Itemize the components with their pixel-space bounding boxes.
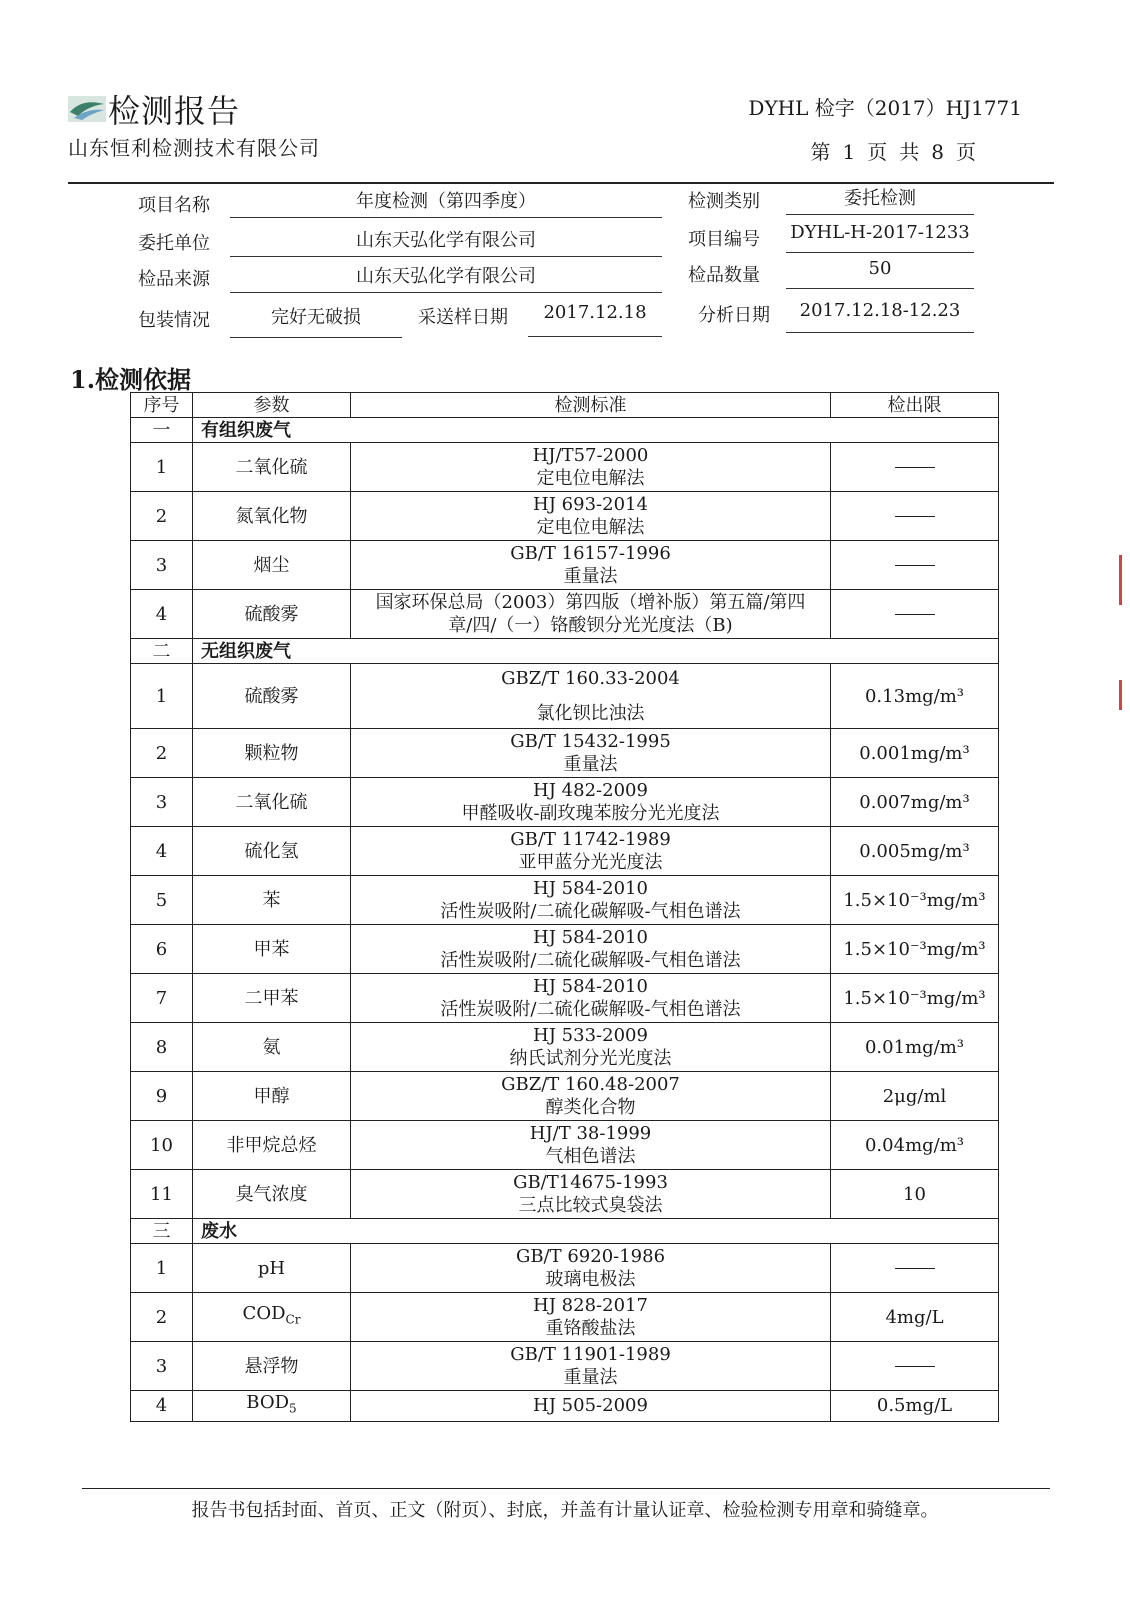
standard-code: HJ 584-2010: [533, 927, 648, 948]
row-param: 氨: [193, 1023, 351, 1072]
row-standard: [351, 729, 831, 778]
company-logo-icon: [68, 96, 106, 122]
page-indicator: [805, 136, 982, 165]
footer-note: 报告书包括封面、首页、正文（附页）、封底，并盖有计量认证章、检验检测专用章和骑缝章。: [191, 1500, 939, 1521]
row-no: 1: [131, 664, 193, 729]
row-standard: [351, 1072, 831, 1121]
section-group-row: [131, 418, 999, 443]
row-no: 2: [131, 729, 193, 778]
section-group-row: [131, 639, 999, 664]
row-limit: [831, 590, 999, 639]
method-name: 活性炭吸附/二硫化碳解吸-气相色谱法: [440, 999, 741, 1020]
method-name: 定电位电解法: [536, 517, 645, 538]
empty-dash: [895, 1268, 935, 1269]
table-row: [131, 1293, 999, 1342]
standard-code: GB/T 15432-1995: [510, 731, 671, 752]
report-code: DYHL 检字（2017）HJ1771: [748, 96, 1022, 120]
scan-mark: [1119, 555, 1122, 605]
row-standard: [351, 664, 831, 729]
empty-dash: [895, 467, 935, 468]
table-row: [131, 1072, 999, 1121]
row-param: 二氧化硫: [193, 443, 351, 492]
row-standard: [351, 778, 831, 827]
method-name: 气相色谱法: [545, 1146, 636, 1167]
analysis-date-label: 分析日期: [698, 305, 770, 326]
standard-code: HJ 584-2010: [533, 878, 648, 899]
test-basis-table: [130, 392, 999, 1422]
method-name: 甲醛吸收-副玫瑰苯胺分光光度法: [461, 803, 720, 824]
table-row: [131, 876, 999, 925]
row-limit: [831, 541, 999, 590]
packaging-value: 完好无破损: [230, 303, 402, 338]
row-no: 6: [131, 925, 193, 974]
row-no: 8: [131, 1023, 193, 1072]
project-no-value: DYHL-H-2017-1233: [786, 222, 974, 253]
standard-code: HJ 693-2014: [533, 494, 648, 515]
row-standard: [351, 1293, 831, 1342]
row-param: 硫酸雾: [193, 590, 351, 639]
row-param: 臭气浓度: [193, 1170, 351, 1219]
row-no: 2: [131, 1293, 193, 1342]
row-param: 悬浮物: [193, 1342, 351, 1391]
client-value: 山东天弘化学有限公司: [230, 226, 662, 257]
row-limit: 4mg/L: [831, 1293, 999, 1342]
section-title: 1.检测依据: [70, 365, 192, 394]
row-limit: 2μg/ml: [831, 1072, 999, 1121]
row-no: 9: [131, 1072, 193, 1121]
row-standard: [351, 876, 831, 925]
sample-count-value: 50: [786, 258, 974, 289]
row-standard: [351, 827, 831, 876]
report-title: [68, 86, 240, 132]
method-name: 亚甲蓝分光光度法: [518, 852, 663, 873]
col-limit-header: 检出限: [831, 393, 999, 418]
table-row: [131, 974, 999, 1023]
standard-code: HJ 584-2010: [533, 976, 648, 997]
row-param: 硫化氢: [193, 827, 351, 876]
table-row: [131, 1170, 999, 1219]
row-param: 非甲烷总烃: [193, 1121, 351, 1170]
project-name-label: 项目名称: [138, 195, 210, 216]
standard-code: GB/T14675-1993: [513, 1172, 668, 1193]
row-no: 5: [131, 876, 193, 925]
table-row: [131, 778, 999, 827]
page-suffix: 页: [956, 140, 976, 164]
group-no: 三: [131, 1219, 193, 1244]
table-header-row: [131, 393, 999, 418]
row-no: 3: [131, 541, 193, 590]
packaging-label: 包装情况: [138, 310, 210, 331]
row-no: 1: [131, 1244, 193, 1293]
standard-code: GBZ/T 160.33-2004: [501, 668, 680, 689]
row-limit: 0.01mg/m³: [831, 1023, 999, 1072]
method-name: 活性炭吸附/二硫化碳解吸-气相色谱法: [440, 901, 741, 922]
test-type-value: 委托检测: [786, 184, 974, 215]
group-name: 废水: [193, 1219, 999, 1244]
empty-dash: [895, 516, 935, 517]
page-mid1: 页: [867, 140, 888, 164]
standard-code: HJ 482-2009: [533, 780, 648, 801]
row-standard: [351, 1391, 831, 1422]
row-param: 苯: [193, 876, 351, 925]
row-standard: [351, 1121, 831, 1170]
report-title-text: 检测报告: [108, 92, 241, 130]
method-name: 纳氏试剂分光光度法: [509, 1048, 672, 1069]
row-limit: [831, 492, 999, 541]
row-limit: [831, 1244, 999, 1293]
table-row: [131, 664, 999, 729]
row-param: pH: [193, 1244, 351, 1293]
section-group-row: [131, 1219, 999, 1244]
param-sub: 5: [289, 1401, 297, 1416]
method-name: 章/四/（一）铬酸钡分光光度法（B): [448, 615, 733, 636]
method-name: 醇类化合物: [545, 1097, 636, 1118]
row-standard: [351, 443, 831, 492]
method-name: 重量法: [563, 1367, 618, 1388]
project-no-label: 项目编号: [688, 229, 760, 250]
method-name: 重量法: [563, 754, 618, 775]
row-param: 硫酸雾: [193, 664, 351, 729]
standard-code: GB/T 11742-1989: [510, 829, 671, 850]
table-row: [131, 590, 999, 639]
row-standard: [351, 1023, 831, 1072]
row-limit: [831, 443, 999, 492]
row-standard: [351, 1170, 831, 1219]
row-limit: 0.007mg/m³: [831, 778, 999, 827]
row-standard: [351, 590, 831, 639]
standard-code: HJ/T57-2000: [532, 445, 649, 466]
standard-code: HJ 533-2009: [533, 1025, 648, 1046]
group-no: 一: [131, 418, 193, 443]
row-limit: 0.04mg/m³: [831, 1121, 999, 1170]
row-limit: 1.5×10⁻³mg/m³: [831, 925, 999, 974]
row-no: 3: [131, 1342, 193, 1391]
page-total: 8: [931, 140, 944, 164]
row-limit: 10: [831, 1170, 999, 1219]
row-param: 烟尘: [193, 541, 351, 590]
method-name: 三点比较式臭袋法: [518, 1195, 663, 1216]
table-row: [131, 1121, 999, 1170]
group-no: 二: [131, 639, 193, 664]
empty-dash: [895, 1366, 935, 1367]
row-no: 1: [131, 443, 193, 492]
row-standard: [351, 974, 831, 1023]
row-param: 甲醇: [193, 1072, 351, 1121]
row-param: [193, 1293, 351, 1342]
row-no: 7: [131, 974, 193, 1023]
table-row: [131, 541, 999, 590]
company-name: 山东恒利检测技术有限公司: [68, 136, 320, 160]
page-prefix: 第: [810, 140, 831, 164]
row-no: 4: [131, 590, 193, 639]
row-no: 3: [131, 778, 193, 827]
row-limit: 0.13mg/m³: [831, 664, 999, 729]
row-no: 10: [131, 1121, 193, 1170]
sample-source-value: 山东天弘化学有限公司: [230, 262, 662, 293]
row-no: 2: [131, 492, 193, 541]
page-mid2: 共: [899, 140, 920, 164]
standard-code: 国家环保总局（2003）第四版（增补版）第五篇/第四: [375, 592, 806, 613]
row-param: [193, 1391, 351, 1422]
client-label: 委托单位: [138, 233, 210, 254]
row-standard: [351, 925, 831, 974]
row-no: 11: [131, 1170, 193, 1219]
row-no: 4: [131, 827, 193, 876]
method-name: 氯化钡比浊法: [536, 703, 645, 724]
row-limit: [831, 1342, 999, 1391]
row-param: 二氧化硫: [193, 778, 351, 827]
row-no: 4: [131, 1391, 193, 1422]
row-param: 氮氧化物: [193, 492, 351, 541]
sampling-date-label: 采送样日期: [418, 307, 508, 328]
standard-code: GB/T 6920-1986: [515, 1246, 666, 1267]
param-sub: Cr: [285, 1312, 301, 1327]
table-row: [131, 827, 999, 876]
empty-dash: [895, 565, 935, 566]
standard-code: HJ 505-2009: [533, 1395, 648, 1417]
test-type-label: 检测类别: [688, 191, 760, 212]
row-param: 二甲苯: [193, 974, 351, 1023]
table-row: [131, 1023, 999, 1072]
method-name: 重量法: [563, 566, 618, 587]
footer-divider: [82, 1488, 1050, 1489]
standard-code: HJ 828-2017: [533, 1295, 648, 1316]
row-limit: 0.005mg/m³: [831, 827, 999, 876]
row-param: 颗粒物: [193, 729, 351, 778]
param-main: COD: [242, 1303, 286, 1325]
row-limit: 0.5mg/L: [831, 1391, 999, 1422]
row-limit: 1.5×10⁻³mg/m³: [831, 974, 999, 1023]
param-main: BOD: [246, 1392, 290, 1413]
group-name: 有组织废气: [193, 418, 999, 443]
page-current: 1: [842, 140, 856, 164]
project-name-value: 年度检测（第四季度）: [230, 187, 662, 218]
table-row: [131, 492, 999, 541]
col-standard-header: 检测标准: [351, 393, 831, 418]
standard-code: GB/T 11901-1989: [510, 1344, 671, 1365]
sample-source-label: 检品来源: [138, 269, 210, 290]
col-no-header: 序号: [131, 393, 193, 418]
sampling-date-value: 2017.12.18: [528, 302, 662, 337]
row-standard: [351, 1342, 831, 1391]
col-param-header: 参数: [193, 393, 351, 418]
method-name: 活性炭吸附/二硫化碳解吸-气相色谱法: [440, 950, 741, 971]
standard-code: HJ/T 38-1999: [529, 1123, 652, 1144]
standard-code: GBZ/T 160.48-2007: [501, 1074, 680, 1095]
table-row: [131, 1391, 999, 1422]
row-standard: [351, 541, 831, 590]
row-param: 甲苯: [193, 925, 351, 974]
row-limit: 0.001mg/m³: [831, 729, 999, 778]
table-row: [131, 1244, 999, 1293]
row-limit: 1.5×10⁻³mg/m³: [831, 876, 999, 925]
method-name: 定电位电解法: [536, 468, 645, 489]
table-row: [131, 443, 999, 492]
group-name: 无组织废气: [193, 639, 999, 664]
method-name: 玻璃电极法: [545, 1269, 636, 1290]
sample-count-label: 检品数量: [688, 265, 760, 286]
table-row: [131, 1342, 999, 1391]
empty-dash: [895, 614, 935, 615]
table-row: [131, 925, 999, 974]
standard-code: GB/T 16157-1996: [510, 543, 671, 564]
method-name: 重铬酸盐法: [545, 1318, 636, 1339]
scan-mark: [1119, 680, 1122, 710]
row-standard: [351, 1244, 831, 1293]
row-standard: [351, 492, 831, 541]
table-row: [131, 729, 999, 778]
analysis-date-value: 2017.12.18-12.23: [786, 300, 974, 333]
